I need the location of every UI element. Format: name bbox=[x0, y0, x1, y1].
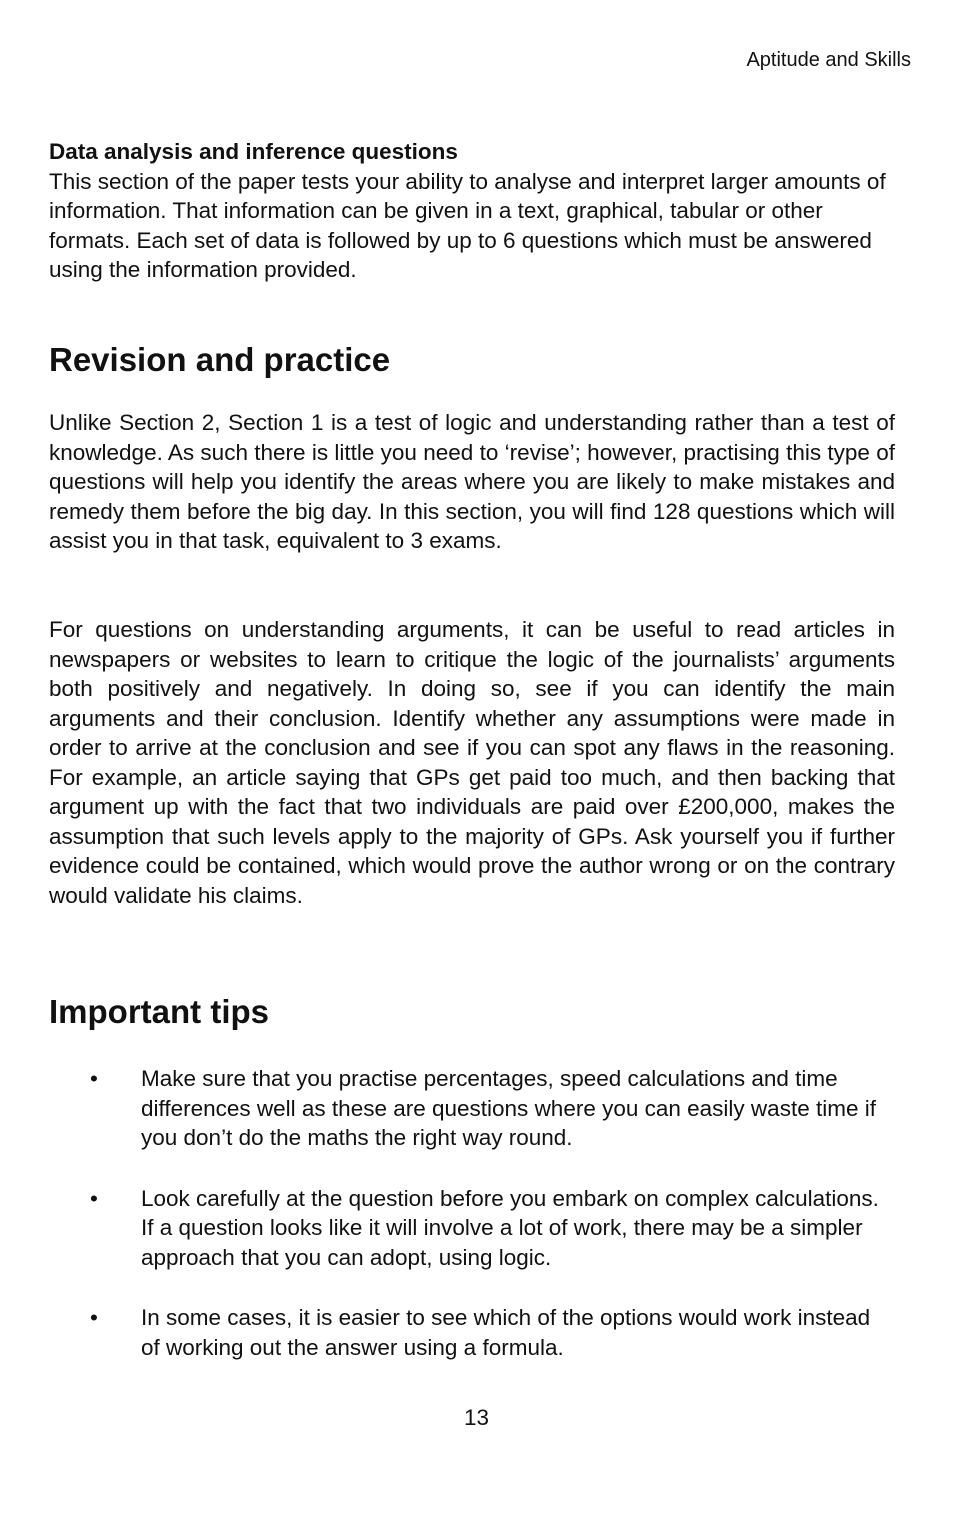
data-analysis-body: This section of the paper tests your ability to analyse and interpret larger amounts of information. That information can be given in a text, graphical, tabular or other formats. Each set of data is followed by up to 6 questions which must be answered using the information provided. bbox=[49, 168, 886, 282]
tip-item bbox=[90, 1184, 895, 1273]
revision-paragraph-2-block bbox=[49, 615, 895, 910]
data-analysis-section bbox=[49, 137, 895, 285]
tips-list bbox=[90, 1064, 895, 1393]
tip-text: Look carefully at the question before you embark on complex calculations. If a question looks like it will involve a lot of work, there may be a simpler approach that you can adopt, using logic. bbox=[141, 1185, 879, 1270]
tip-item bbox=[90, 1064, 895, 1153]
tip-text: In some cases, it is easier to see which of the options would work instead of working out the answer using a formula. bbox=[141, 1305, 871, 1360]
bullet-icon: • bbox=[90, 1185, 98, 1211]
revision-heading: Revision and practice bbox=[49, 341, 391, 378]
tips-heading: Important tips bbox=[49, 993, 269, 1030]
data-analysis-heading: Data analysis and inference questions bbox=[49, 139, 458, 164]
tip-item bbox=[90, 1303, 895, 1362]
revision-paragraph-1-block bbox=[49, 408, 895, 556]
bullet-icon: • bbox=[90, 1305, 98, 1330]
page-number: 13 bbox=[463, 1405, 490, 1430]
revision-paragraph-1: Unlike Section 2, Section 1 is a test of logic and understanding rather than a test of knowledge. As such there is little you need to ‘revise’; however, practising this type of questions will help you identify the areas where you are likely to make mistakes and remedy them before the big day. In this section, you will find 128 questions which will assist you in that task, equivalent to 3 exams. bbox=[49, 410, 895, 553]
running-header: Aptitude and Skills bbox=[746, 49, 911, 71]
bullet-icon: • bbox=[90, 1066, 98, 1091]
tip-text: Make sure that you practise percentages, speed calculations and time differences well as these are questions where you can easily waste time if you don’t do the maths the right way round. bbox=[141, 1066, 876, 1150]
revision-paragraph-2: For questions on understanding arguments, it can be useful to read articles in newspapers or websites to learn to critique the logic of the journalists’ arguments both positively and negatively. In doing so, see if you can identify the main arguments and their conclusion. Identify whether any assumptions were made in order to arrive at the conclusion and see if you can spot any flaws in the reasoning. For example, an article saying that GPs get paid too much, and then backing that argument up with the fact that two individuals are paid over £200,000, makes the assumption that such levels apply to the majority of GPs. Ask yourself you if further evidence could be contained, which would prove the author wrong or on the contrary would validate his claims. bbox=[49, 617, 895, 908]
